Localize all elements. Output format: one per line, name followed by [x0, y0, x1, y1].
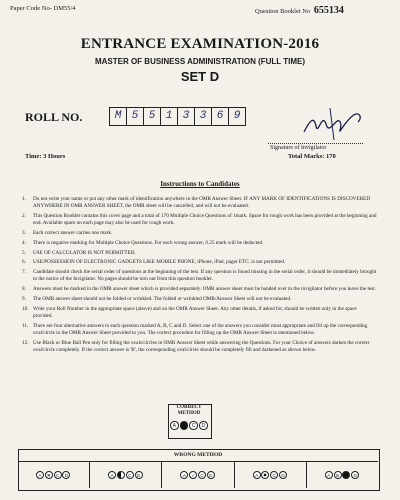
bubble-b-half: [117, 471, 125, 479]
exam-subtitle: MASTER OF BUSINESS ADMINISTRATION (FULL TIME): [94, 57, 306, 66]
instruction-number: 2.: [22, 213, 26, 219]
bubble-c: C: [270, 471, 278, 479]
booklet-label: Question Booklet No: [255, 8, 311, 15]
instruction-item: [22, 259, 377, 266]
roll-digit-box[interactable]: 5: [126, 107, 144, 126]
bubble-d: D: [135, 471, 143, 479]
instruction-number: 5.: [22, 249, 26, 256]
correct-method-bubbles: [170, 421, 209, 430]
instruction-item: [22, 306, 377, 320]
wrong-example-half: [90, 461, 162, 488]
instruction-text: Candidate should check the serial order of questions at the beginning of the test. If any question is found missing in the serial order, it should be immediately brought to the notice of the Invigilator. No pages should be torn out from this question booklet.: [33, 269, 377, 283]
bubble-d: D: [199, 421, 208, 430]
wrong-method-examples: [18, 461, 378, 488]
roll-digit-box[interactable]: 6: [211, 107, 229, 126]
exam-title: ENTRANCE EXAMINATION-2016: [80, 36, 320, 52]
booklet-number: 655134: [313, 5, 344, 16]
bubble-c: C: [198, 471, 206, 479]
booklet-number-line: [255, 5, 344, 16]
instruction-item: [22, 240, 377, 247]
bubble-b-filled: B: [180, 421, 189, 430]
bubble-b: B: [334, 471, 342, 479]
instruction-number: 11.: [22, 322, 29, 329]
wrong-method-label: WRONG METHOD: [18, 449, 378, 462]
roll-digit-box[interactable]: M: [109, 107, 127, 126]
instruction-item: [22, 213, 377, 227]
correct-method-label-line1: CORRECT: [176, 405, 202, 410]
instruction-text: USE OF CALCULATOR IS NOT PERMITTED.: [33, 249, 136, 256]
instruction-text: Write your Roll Number in the appropriate space (above) and on the OMR Answer Sheet. Any other details, if asked for, should be written only in the space provided.: [33, 305, 357, 319]
instruction-item: [22, 250, 377, 257]
instruction-number: 1.: [22, 196, 26, 202]
roll-digit-box[interactable]: 9: [228, 107, 246, 126]
instruction-text: There is negative marking for Multiple Choice Questions. For each wrong answer, 0.25 mark will be deducted.: [33, 239, 264, 246]
instructions-list: [22, 196, 377, 357]
correct-method-label-line2: METHOD: [177, 411, 201, 416]
total-marks: Total Marks: 170: [288, 153, 336, 160]
roll-number-boxes[interactable]: [110, 107, 246, 126]
instructions-heading: Instructions to Candidates: [160, 180, 240, 188]
instruction-text: This Question Booklet contains this cover page and a total of 170 Multiple Choice Questions of 1mark. Space for rough work has been provided at the beginning and end. Available space on each page may also be used for rough work.: [33, 213, 377, 227]
bubble-a: A: [325, 471, 333, 479]
instruction-number: 12.: [22, 339, 29, 346]
instruction-item: [22, 269, 377, 283]
wrong-example-tick: [162, 461, 234, 488]
bubble-a: A: [36, 471, 44, 479]
instruction-item: [22, 323, 377, 337]
bubble-b-ticked: ✓: [189, 471, 197, 479]
instruction-item: [22, 296, 377, 303]
roll-digit-box[interactable]: 3: [194, 107, 212, 126]
signature-label: Signature of Invigilator: [270, 145, 327, 151]
instruction-number: 3.: [22, 230, 26, 236]
instruction-number: 6.: [22, 259, 26, 266]
instruction-text: The OMR answer sheet should not be folded or wrinkled. The folded or wrinkled OMR/Answer Sheet will not be evaluated.: [33, 295, 292, 302]
roll-digit-box[interactable]: 1: [160, 107, 178, 126]
roll-number-label: ROLL NO.: [25, 110, 83, 124]
instruction-number: 9.: [22, 295, 26, 302]
bubble-b-crossed: ✕: [45, 471, 53, 479]
instruction-item: [22, 196, 377, 210]
exam-time: Time: 3 Hours: [25, 153, 66, 160]
instruction-number: 8.: [22, 286, 26, 293]
instruction-number: 10.: [22, 305, 29, 312]
instruction-item: [22, 340, 377, 354]
paper-code: Paper Code No- DM55/4: [10, 5, 76, 12]
instruction-item: [22, 286, 377, 293]
bubble-b-dotted: [261, 471, 269, 479]
bubble-d: D: [207, 471, 215, 479]
correct-method-label: [168, 405, 210, 417]
bubble-a: A: [170, 421, 179, 430]
instruction-text: There are four alternative answers to each question marked A, B, C and D. Select one of the answers you consider most appropriate and fill up the corresponding oval/circle in the OMR Answer Sheet provided to you. The correct procedure for filling up the OMR Answer Sheet is mentioned below.: [33, 322, 368, 336]
invigilator-signature: [300, 102, 370, 144]
instruction-text: USE/POSSESSION OF ELECTRONIC GADGETS LIKE MOBILE PHONE, iPhone, iPad, pager ETC. is not permitted.: [33, 259, 286, 266]
instruction-text: Each correct answer carries one mark.: [33, 230, 113, 236]
instruction-number: 7.: [22, 269, 26, 276]
bubble-c: C: [189, 421, 198, 430]
instruction-text: Answers must be marked in the OMR answer sheet which is provided separately. OMR answer sheet must be handed over to the invigilator before you leave the test.: [33, 286, 376, 293]
wrong-example-cross: [18, 461, 90, 488]
bubble-c: C: [54, 471, 62, 479]
bubble-c: C: [126, 471, 134, 479]
bubble-a: A: [108, 471, 116, 479]
instruction-number: 4.: [22, 239, 26, 246]
bubble-d: D: [279, 471, 287, 479]
instruction-item: [22, 230, 377, 237]
bubble-a: A: [180, 471, 188, 479]
wrong-example-dot: [235, 461, 307, 488]
roll-digit-box[interactable]: 3: [177, 107, 195, 126]
set-label: SET D: [180, 69, 220, 84]
bubble-d: D: [62, 471, 70, 479]
bubble-c-filled: [342, 471, 350, 479]
bubble-a: A: [253, 471, 261, 479]
wrong-example-light: [307, 461, 378, 488]
roll-digit-box[interactable]: 5: [143, 107, 161, 126]
instruction-text: Use Black or Blue Ball Pen only for filling the ovals/circles in OMR Answer Sheet while answering the Questions. For your Choice of answers darken the correct oval/circle completely. If the correct answer is 'B', the corresponding oval/circle should be completely fill and darkened as shown below.: [33, 339, 370, 353]
signature-line: [268, 143, 363, 144]
bubble-d: D: [351, 471, 359, 479]
instruction-text: Do not write your name or put any other mark of identification anywhere in the OMR Answer Sheet. IF ANY MARK OF IDENTIFICATIONS IS DISCOVERED ANYWHERE IN OMR ANSWER SHEET, the OMR sheet will be cancelled, and will not be evaluated.: [33, 196, 371, 210]
